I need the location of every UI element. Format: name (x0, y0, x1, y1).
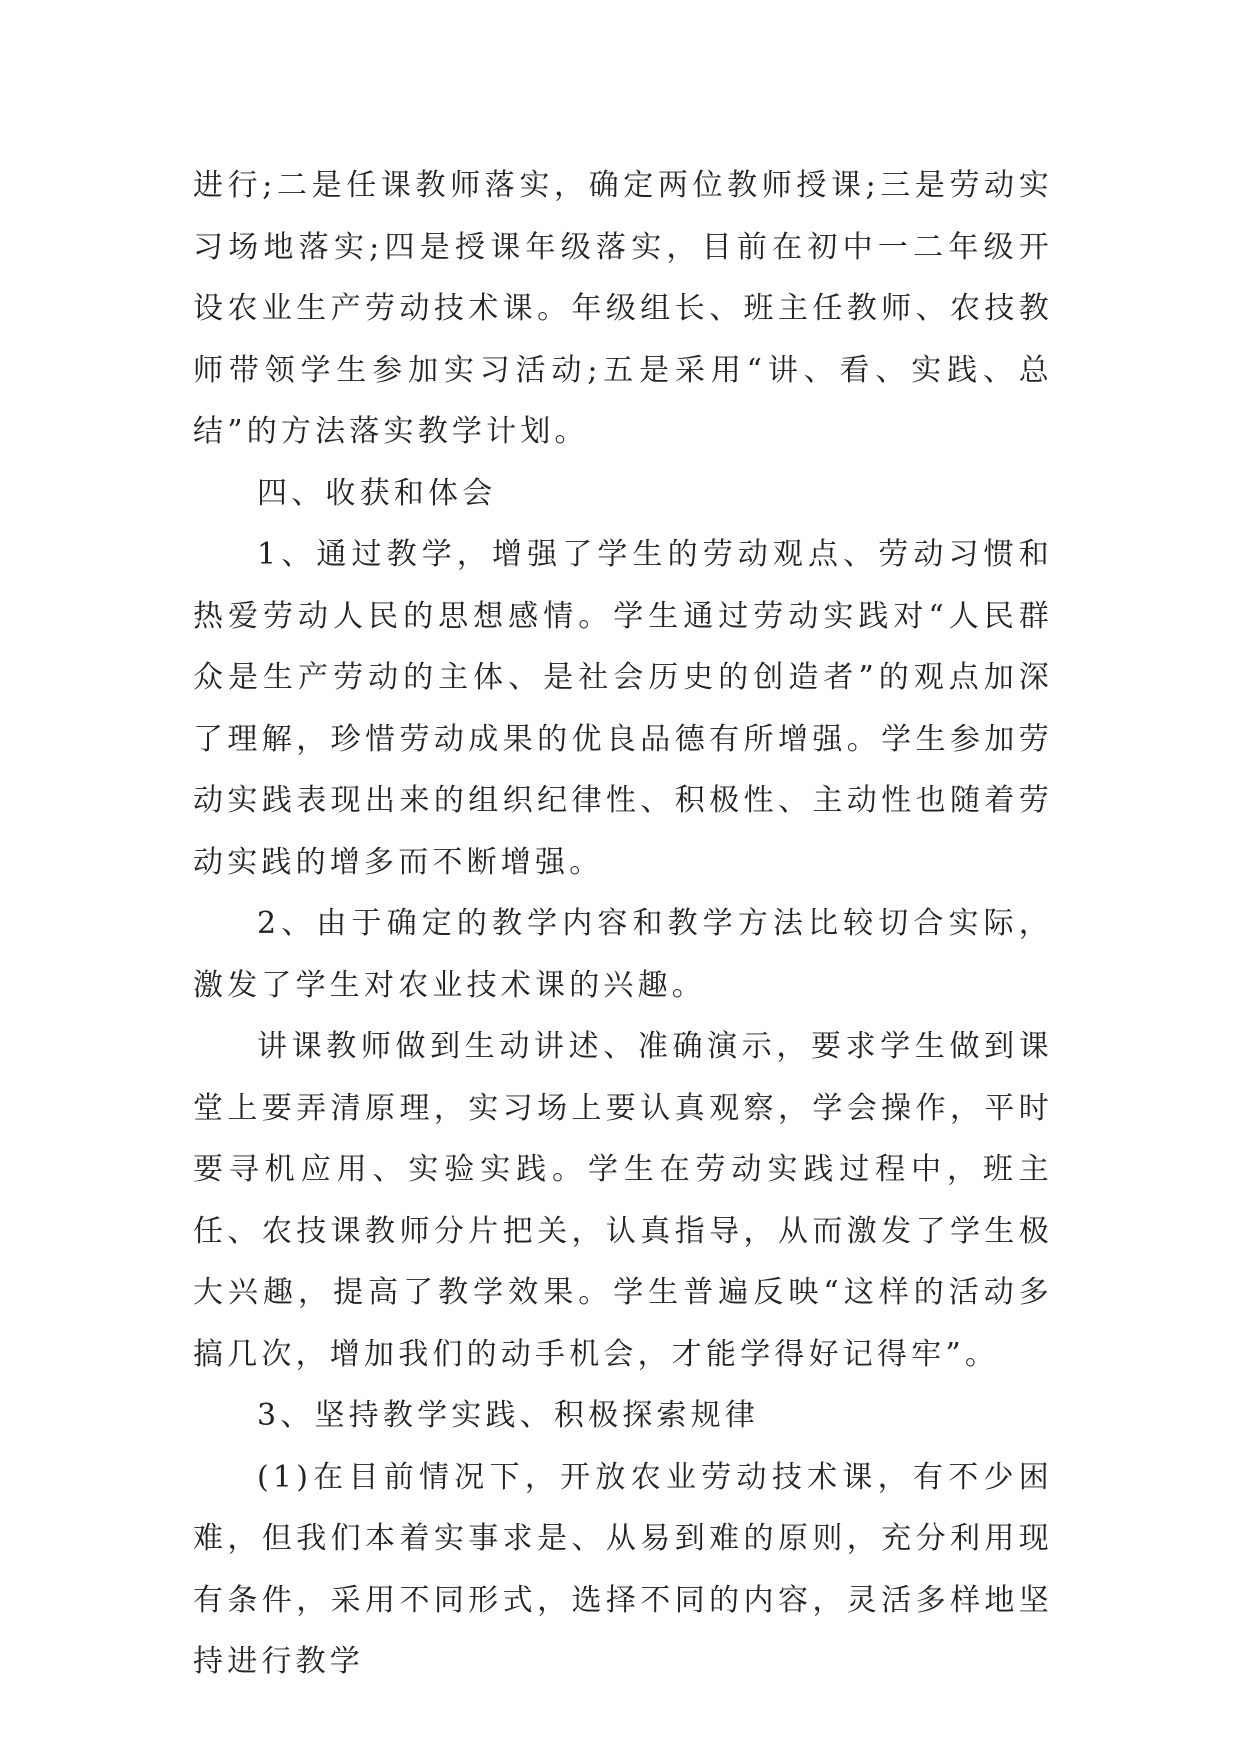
paragraph-point-1: 1、通过教学，增强了学生的劳动观点、劳动习惯和热爱劳动人民的思想感情。学生通过劳动实践对“人民群众是生产劳动的主体、是社会历史的创造者”的观点加深了理解，珍惜劳动成果的优良品德有所增强。学生参加劳动实践表现出来的组织纪律性、积极性、主动性也随着劳动实践的增多而不断增强。 (193, 537, 1053, 880)
paragraph-point-3-heading: 3、坚持教学实践、积极探索规律 (257, 1398, 760, 1433)
paragraph-teaching: 讲课教师做到生动讲述、准确演示，要求学生做到课堂上要弄清原理，实习场上要认真观察，学会操作，平时要寻机应用、实验实践。学生在劳动实践过程中，班主任、农技课教师分片把关，认真指导，从而激发了学生极大兴趣，提高了教学效果。学生普遍反映“这样的活动多搞几次，增加我们的动手机会，才能学得好记得牢”。 (193, 1029, 1053, 1372)
document-body (193, 155, 1053, 1693)
paragraph-point-2: 2、由于确定的教学内容和教学方法比较切合实际，激发了学生对农业技术课的兴趣。 (193, 906, 1053, 1003)
paragraph-subpoint-1: (1)在目前情况下，开放农业劳动技术课，有不少困难，但我们本着实事求是、从易到难的原则，充分利用现有条件，采用不同形式，选择不同的内容，灵活多样地坚持进行教学 (193, 1459, 1053, 1679)
paragraph-continuation: 进行;二是任课教师落实，确定两位教师授课;三是劳动实习场地落实;四是授课年级落实，目前在初中一二年级开设农业生产劳动技术课。年级组长、班主任教师、农技教师带领学生参加实习活动;五是采用“讲、看、实践、总结”的方法落实教学计划。 (193, 168, 1053, 449)
section-heading-harvest: 四、收获和体会 (257, 475, 497, 511)
